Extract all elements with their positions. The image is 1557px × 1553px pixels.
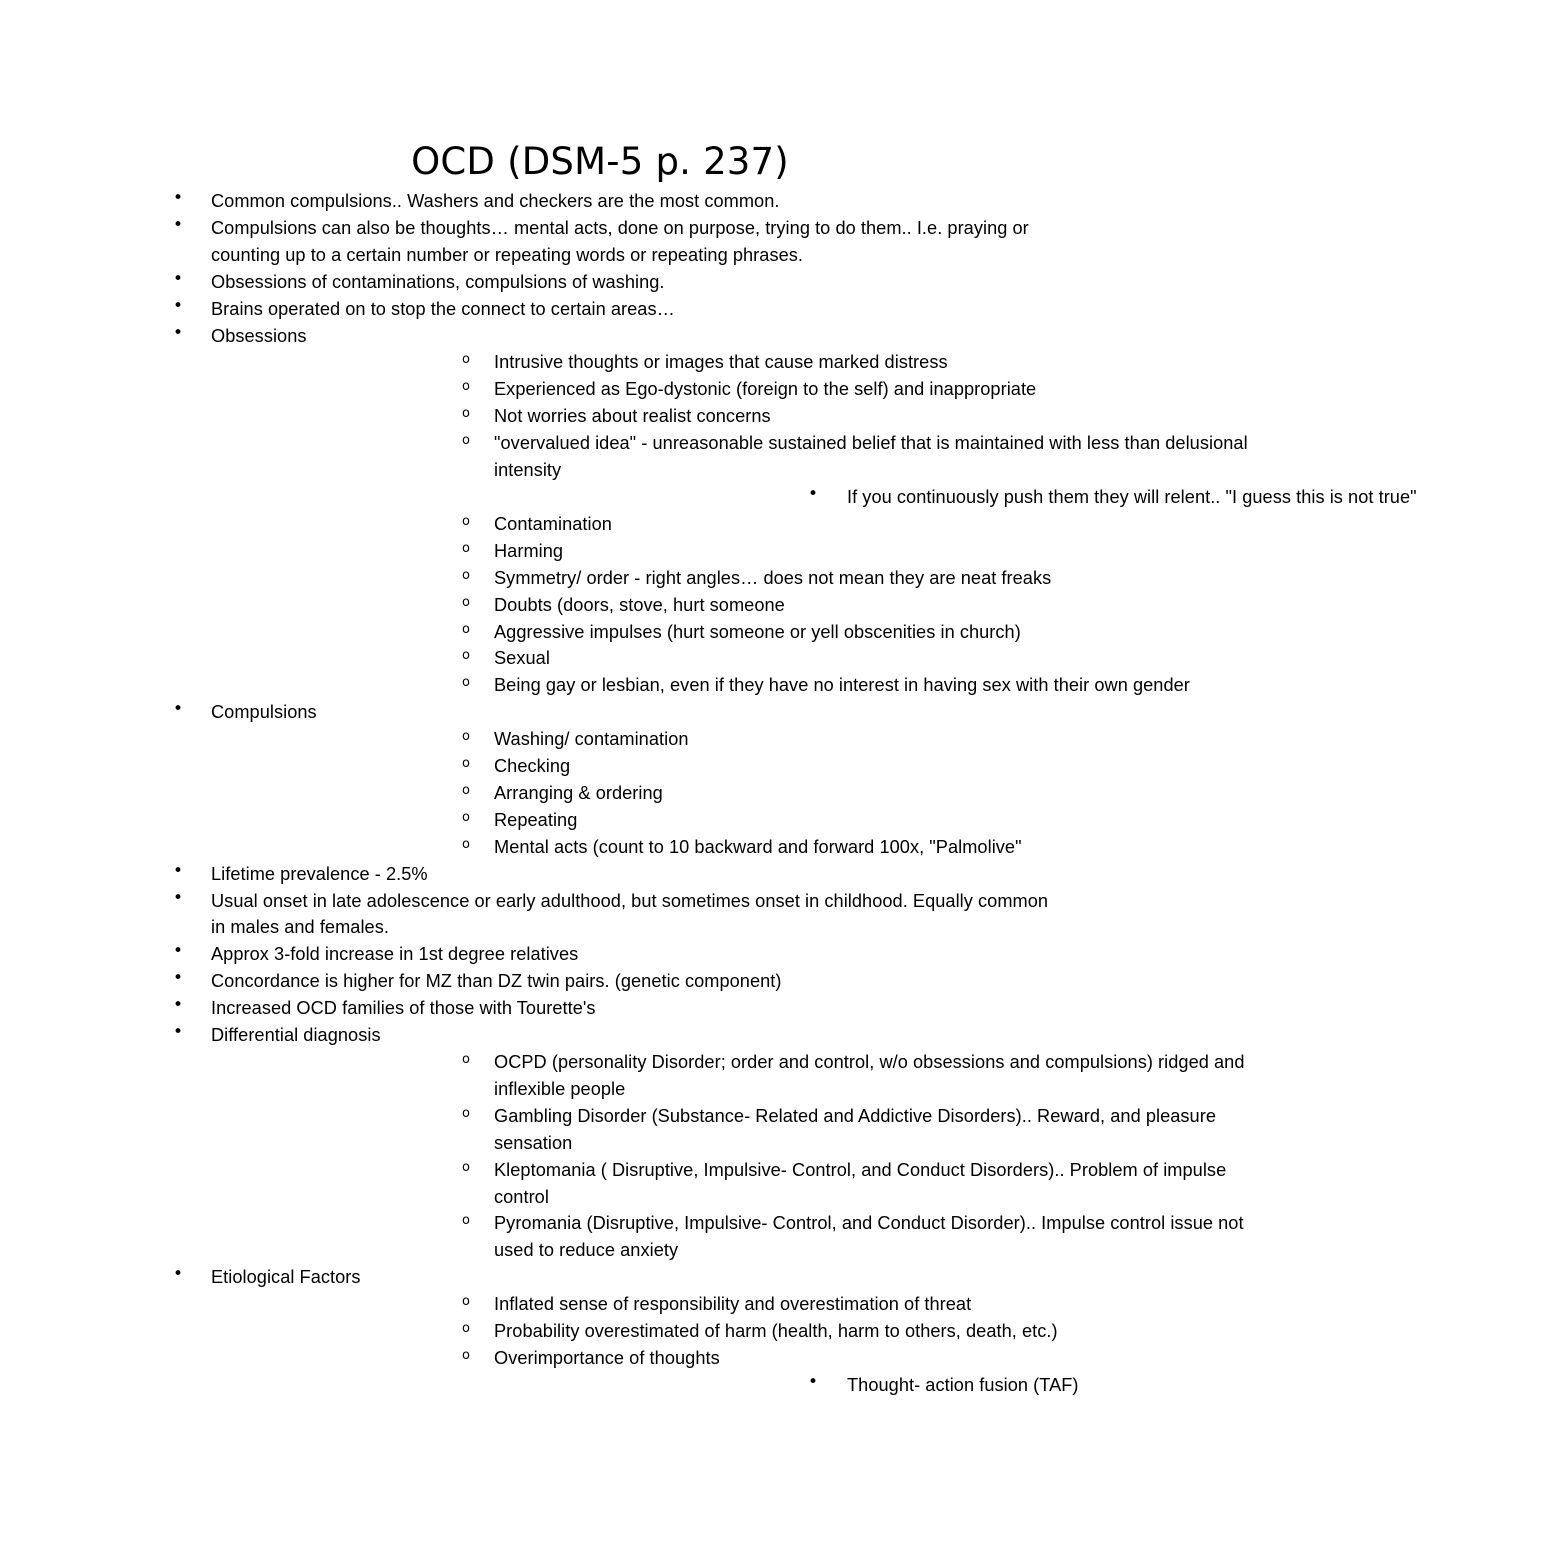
list-item — [0, 1022, 1245, 1264]
bullet-icon: • — [173, 860, 184, 881]
list-item — [211, 1210, 1274, 1264]
bullet-list-level-2 — [211, 1049, 1245, 1264]
hollow-bullet-icon: o — [462, 675, 471, 691]
page-title: OCD (DSM-5 p. 237) — [411, 140, 789, 183]
bullet-icon: • — [808, 483, 819, 504]
list-item-text: Compulsions can also be thoughts… mental acts, done on purpose, trying to do them.. I.e. praying or counting up to a certain number or repeating words or repeating phrases. — [211, 217, 1029, 265]
hollow-bullet-icon: o — [462, 809, 471, 825]
list-item — [0, 322, 1417, 700]
list-item-text: Arranging & ordering — [494, 782, 663, 803]
list-item — [0, 995, 1061, 1022]
list-item — [211, 430, 1417, 511]
list-item — [0, 296, 1061, 323]
hollow-bullet-icon: o — [462, 782, 471, 798]
list-item-text: Doubts (doors, stove, hurt someone — [494, 594, 785, 615]
list-item-text: Symmetry/ order - right angles… does not mean they are neat freaks — [494, 567, 1052, 588]
list-item — [211, 1103, 1274, 1157]
hollow-bullet-icon: o — [462, 1052, 471, 1067]
list-item — [211, 1291, 1274, 1318]
list-item-text: Differential diagnosis — [211, 1025, 381, 1046]
bullet-list-level-2 — [211, 349, 1417, 699]
list-item-text: Not worries about realist concerns — [494, 406, 771, 427]
list-item — [0, 941, 1061, 968]
hollow-bullet-icon: o — [462, 594, 471, 610]
list-item-text: Washing/ contamination — [494, 729, 689, 750]
list-item-text: Contamination — [494, 513, 612, 534]
hollow-bullet-icon: o — [462, 621, 471, 637]
list-item-text: Compulsions — [211, 702, 317, 723]
hollow-bullet-icon: o — [462, 513, 471, 529]
bullet-list-level-3 — [494, 1372, 1274, 1399]
hollow-bullet-icon: o — [462, 648, 471, 664]
hollow-bullet-icon: o — [462, 1159, 471, 1175]
hollow-bullet-icon: o — [462, 756, 471, 772]
list-item-text: OCPD (personality Disorder; order and control, w/o obsessions and compulsions) ridged and inflexible people — [494, 1052, 1245, 1099]
list-item-text: Thought- action fusion (TAF) — [847, 1374, 1079, 1395]
hollow-bullet-icon: o — [462, 836, 471, 852]
list-item-text: Repeating — [494, 809, 578, 830]
list-item-text: Intrusive thoughts or images that cause marked distress — [494, 352, 948, 373]
bullet-icon: • — [173, 268, 184, 289]
list-item-text: Kleptomania ( Disruptive, Impulsive- Control, and Conduct Disorders).. Problem of impulse control — [494, 1159, 1227, 1207]
hollow-bullet-icon: o — [462, 1105, 471, 1121]
bullet-icon: • — [173, 295, 184, 316]
list-item-text: Harming — [494, 540, 564, 561]
list-item-text: Checking — [494, 756, 571, 777]
bullet-icon: • — [173, 941, 184, 962]
bullet-icon: • — [173, 1022, 184, 1043]
list-item-text: Mental acts (count to 10 backward and forward 100x, "Palmolive" — [494, 836, 1022, 857]
bullet-icon: • — [173, 188, 184, 208]
bullet-list-level-2 — [211, 726, 1061, 861]
bullet-icon: • — [173, 887, 184, 908]
list-item-text: Being gay or lesbian, even if they have no interest in having sex with their own gender — [494, 675, 1190, 696]
list-item — [0, 888, 1061, 942]
list-item — [211, 511, 1274, 538]
list-item-text: Aggressive impulses (hurt someone or yell obscenities in church) — [494, 621, 1021, 642]
hollow-bullet-icon: o — [462, 379, 471, 395]
list-item — [211, 376, 1274, 403]
bullet-icon: • — [173, 699, 184, 720]
list-item — [211, 1157, 1274, 1211]
hollow-bullet-icon: o — [462, 729, 471, 745]
list-item-text: Inflated sense of responsibility and overestimation of threat — [494, 1294, 972, 1315]
hollow-bullet-icon: o — [462, 406, 471, 422]
list-item — [211, 834, 1274, 861]
list-item — [211, 349, 1274, 376]
list-item-text: Concordance is higher for MZ than DZ twin pairs. (genetic component) — [211, 971, 782, 992]
hollow-bullet-icon: o — [462, 433, 471, 449]
list-item-text: Pyromania (Disruptive, Impulsive- Control, and Conduct Disorder).. Impulse control issue not used to reduce anxiety — [494, 1213, 1244, 1261]
hollow-bullet-icon: o — [462, 1321, 471, 1337]
list-item-text: Approx 3-fold increase in 1st degree relatives — [211, 944, 579, 965]
list-item-text: Sexual — [494, 648, 550, 669]
list-item-text: If you continuously push them they will relent.. "I guess this is not true" — [847, 486, 1417, 507]
list-item — [0, 215, 1061, 269]
list-item — [211, 645, 1274, 672]
list-item — [0, 699, 1061, 860]
list-item-text: Overimportance of thoughts — [494, 1347, 720, 1368]
list-item — [211, 1345, 1274, 1399]
bullet-icon: • — [808, 1371, 819, 1392]
list-item — [211, 672, 1274, 699]
list-item — [211, 780, 1274, 807]
list-item — [494, 484, 1557, 511]
hollow-bullet-icon: o — [462, 540, 471, 556]
bullet-icon: • — [173, 1264, 184, 1285]
list-item — [0, 188, 1061, 215]
list-item — [211, 1318, 1274, 1345]
list-item — [211, 726, 1274, 753]
hollow-bullet-icon: o — [462, 567, 471, 583]
list-item — [0, 968, 1061, 995]
list-item-text: Obsessions — [211, 325, 307, 346]
bullet-icon: • — [173, 322, 184, 343]
list-item-text: "overvalued idea" - unreasonable sustained belief that is maintained with less than delusional intensity — [494, 433, 1248, 481]
list-item-text: Increased OCD families of those with Tourette's — [211, 998, 596, 1019]
bullet-list-level-1 — [0, 188, 1417, 1399]
list-item — [211, 538, 1274, 565]
bullet-list-level-2 — [211, 1291, 1079, 1399]
hollow-bullet-icon: o — [462, 1213, 471, 1229]
list-item-text: Gambling Disorder (Substance- Related and Addictive Disorders).. Reward, and pleasure sensation — [494, 1105, 1216, 1153]
list-item-text: Etiological Factors — [211, 1267, 361, 1288]
list-item-text: Experienced as Ego-dystonic (foreign to the self) and inappropriate — [494, 379, 1037, 400]
list-item — [211, 565, 1274, 592]
notes-list — [0, 188, 1417, 1399]
hollow-bullet-icon: o — [462, 352, 471, 368]
hollow-bullet-icon: o — [462, 1294, 471, 1310]
list-item-text: Common compulsions.. Washers and checkers are the most common. — [211, 191, 780, 211]
list-item — [211, 592, 1274, 619]
list-item-text: Obsessions of contaminations, compulsions of washing. — [211, 271, 665, 292]
list-item-text: Usual onset in late adolescence or early adulthood, but sometimes onset in childhood. Equally common in males and females. — [211, 890, 1049, 938]
list-item-text: Probability overestimated of harm (health, harm to others, death, etc.) — [494, 1321, 1058, 1342]
list-item — [0, 861, 1061, 888]
list-item — [211, 753, 1274, 780]
list-item — [494, 1372, 1557, 1399]
bullet-list-level-3 — [494, 483, 1417, 511]
list-item — [0, 269, 1061, 296]
hollow-bullet-icon: o — [462, 1347, 471, 1363]
bullet-icon: • — [173, 214, 184, 235]
list-item — [0, 1264, 1079, 1399]
bullet-icon: • — [173, 968, 184, 989]
list-item-text: Lifetime prevalence - 2.5% — [211, 863, 428, 884]
bullet-icon: • — [173, 995, 184, 1016]
list-item — [211, 403, 1274, 430]
list-item — [211, 619, 1274, 646]
list-item — [211, 1049, 1274, 1103]
list-item-text: Brains operated on to stop the connect to certain areas… — [211, 298, 675, 319]
list-item — [211, 807, 1274, 834]
